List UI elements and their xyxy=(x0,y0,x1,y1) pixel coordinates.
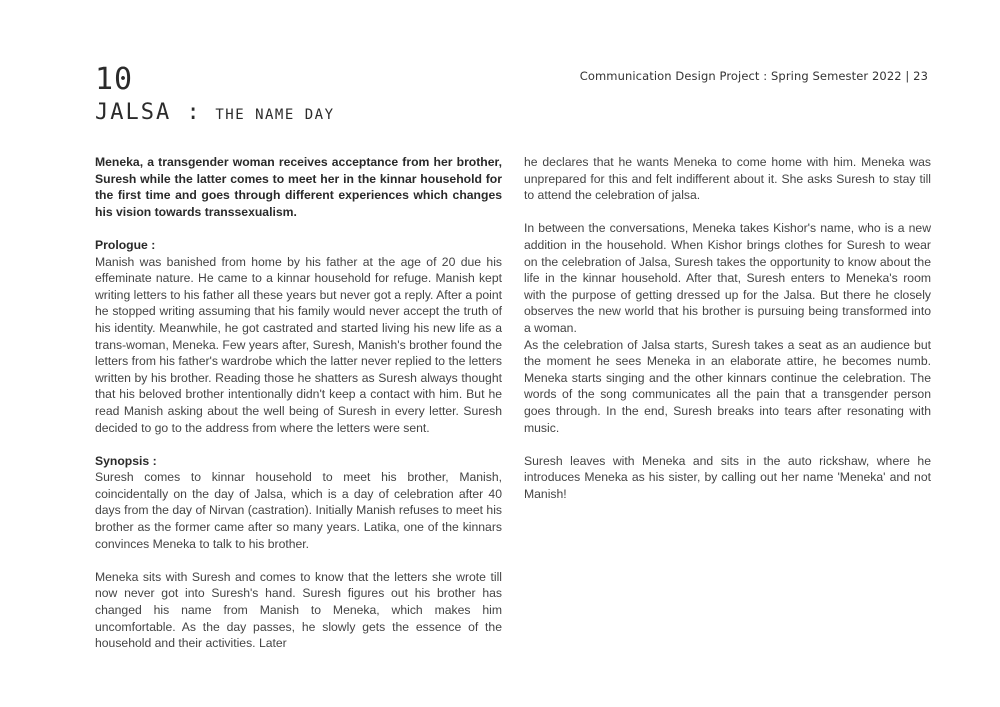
synopsis-text: Suresh comes to kinnar household to meet his brother, Manish, coincidentally on the day of Jalsa, which is a day of celebration after 40 days from the day of Nirvan (castration). Initially Manish refuses to meet his brother as the former came after so many years. Latika, one of the kinnars convinces Meneka to talk to his brother. xyxy=(95,470,502,551)
running-head: Communication Design Project : Spring Semester 2022 | 23 xyxy=(579,69,928,83)
prologue-section xyxy=(95,237,502,436)
right-paragraph-4: Suresh leaves with Meneka and sits in the auto rickshaw, where he introduces Meneka as his sister, by calling out her name 'Meneka' and not Manish! xyxy=(524,453,931,501)
right-paragraph-2: In between the conversations, Meneka takes Kishor's name, who is a new addition in the household. When Kishor brings clothes for Suresh to wear on the celebration of Jalsa, Suresh takes the opportunity to know about the life in the kinnar household. After that, Suresh enters to Meneka's room with the purpose of getting dressed up for the Jalsa. But there he closely observes the new world that his brother is pursuing being transformed into a woman. xyxy=(524,221,931,335)
right-paragraph-1: he declares that he wants Meneka to come home with him. Meneka was unprepared for this and felt indifferent about it. She asks Suresh to stay till to attend the celebration of jalsa. xyxy=(524,155,931,203)
chapter-number: 10 xyxy=(95,62,134,97)
prologue-text: Manish was banished from home by his father at the age of 20 due his effeminate nature. He came to a kinnar household for refuge. Manish kept writing letters to his father all these years but never got a reply. After a point he stopped writing assuming that his family would never accept the truth of his identity. Meanwhile, he got castrated and started living his new life as a trans-woman, Meneka. Few years after, Suresh, Manish's brother found the letters from his father's wardrobe which the latter never replied to the letters written by his brother. Reading those he shatters as Suresh always thought that his beloved brother intentionally didn't keep a contact with him. But he read Manish asking about the well being of Suresh in every letter. Suresh decided to go to the address from where the letters were sent. xyxy=(95,254,502,435)
prologue-heading: Prologue : xyxy=(95,237,156,252)
chapter-title xyxy=(95,100,335,125)
right-paragraph-3: As the celebration of Jalsa starts, Suresh takes a seat as an audience but the moment he sees Meneka in an elaborate attire, he becomes numb. Meneka starts singing and the other kinnars continue the celebration. The words of the song communicates all the pain that a transgender person goes through. In the end, Suresh breaks into tears after resonating with music. xyxy=(524,337,931,435)
intro-paragraph: Meneka, a transgender woman receives acceptance from her brother, Suresh while the latter comes to meet her in the kinnar household for the first time and goes through different experiences which changes his vision towards transsexualism. xyxy=(95,155,502,219)
left-column xyxy=(95,154,502,652)
right-column xyxy=(524,154,931,519)
chapter-title-sub: THE NAME DAY xyxy=(215,107,335,123)
chapter-title-main: JALSA : xyxy=(95,100,202,125)
synopsis-paragraph: Meneka sits with Suresh and comes to know that the letters she wrote till now never got into Suresh's hand. Suresh figures out his brother has changed his name from Manish to Meneka, which makes him uncomfortable. As the day passes, he slowly gets the essence of the household and their activities. Later xyxy=(95,569,502,651)
synopsis-heading: Synopsis : xyxy=(95,453,157,468)
synopsis-section xyxy=(95,453,502,553)
